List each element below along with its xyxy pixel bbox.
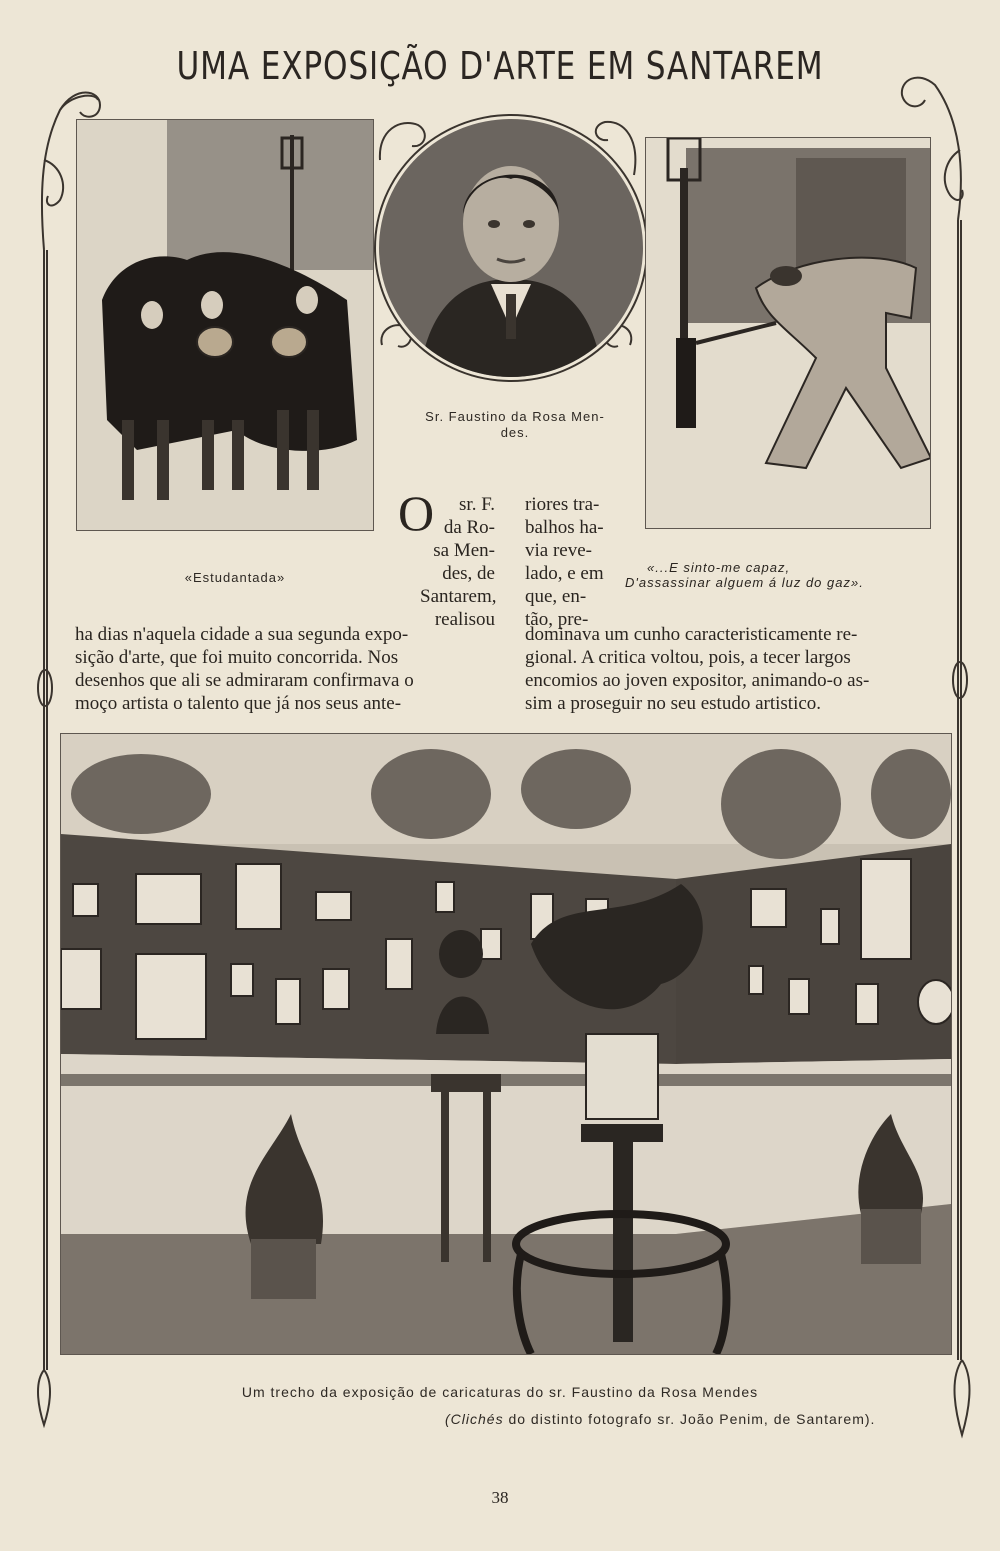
credit-italic: (Clichés (445, 1411, 504, 1427)
portrait-photo (376, 116, 646, 380)
page-title: UMA EXPOSIÇÃO D'ARTE EM SANTAREM (176, 44, 824, 88)
portrait-caption (380, 409, 650, 441)
estudantada-illustration (76, 119, 374, 531)
text-line: dominava um cunho caracteristicamente re- (525, 624, 858, 645)
text-line: des, de (442, 563, 495, 584)
right-caption-line: «...E sinto-me capaz, (647, 560, 791, 575)
text-line: balhos ha- (525, 517, 604, 538)
portrait-caption-line: des. (500, 425, 530, 440)
text-line: ha dias n'aquela cidade a sua segunda expo- (75, 624, 409, 645)
exhibition-photo (60, 733, 952, 1355)
assassin-illustration (645, 137, 931, 529)
text-line: sim a proseguir no seu estudo artistico. (525, 693, 822, 714)
text-line: sa Men- (433, 540, 495, 561)
full-column-left (75, 623, 495, 715)
photo-credit (445, 1411, 905, 1427)
text-line: via reve- (525, 540, 592, 561)
text-line: desenhos que ali se admiraram confirmava o (75, 670, 414, 691)
credit-rest: do distinto fotografo sr. João Penim, de Santarem). (503, 1411, 876, 1427)
text-line: moço artista o talento que já nos seus ante- (75, 693, 402, 714)
right-caption-line: D'assassinar alguem á luz do gaz». (625, 575, 864, 590)
text-line: gional. A critica voltou, pois, a tecer largos (525, 647, 851, 668)
narrow-column-right (525, 493, 620, 631)
text-line: lado, e em (525, 563, 604, 584)
left-caption: «Estudantada» (184, 570, 286, 585)
narrow-column-left (420, 493, 495, 631)
text-line: tão, pre- (525, 609, 589, 630)
text-line: encomios ao joven expositor, animando-o as- (525, 670, 870, 691)
page-number: 38 (491, 1488, 509, 1507)
exhibition-caption: Um trecho da exposição de caricaturas do sr. Faustino da Rosa Mendes (241, 1384, 759, 1400)
right-caption (625, 560, 945, 590)
text-line: sição d'arte, que foi muito concorrida. Nos (75, 647, 399, 668)
full-column-right (525, 623, 945, 715)
drop-cap: O (398, 485, 435, 541)
text-line: sr. F. (459, 494, 495, 515)
text-line: realisou (434, 609, 495, 630)
text-line: Santarem, (420, 586, 497, 607)
text-line: que, en- (525, 586, 587, 607)
text-line: da Ro- (443, 517, 495, 538)
text-line: riores tra- (525, 494, 600, 515)
portrait-caption-line: Sr. Faustino da Rosa Men- (425, 409, 605, 424)
